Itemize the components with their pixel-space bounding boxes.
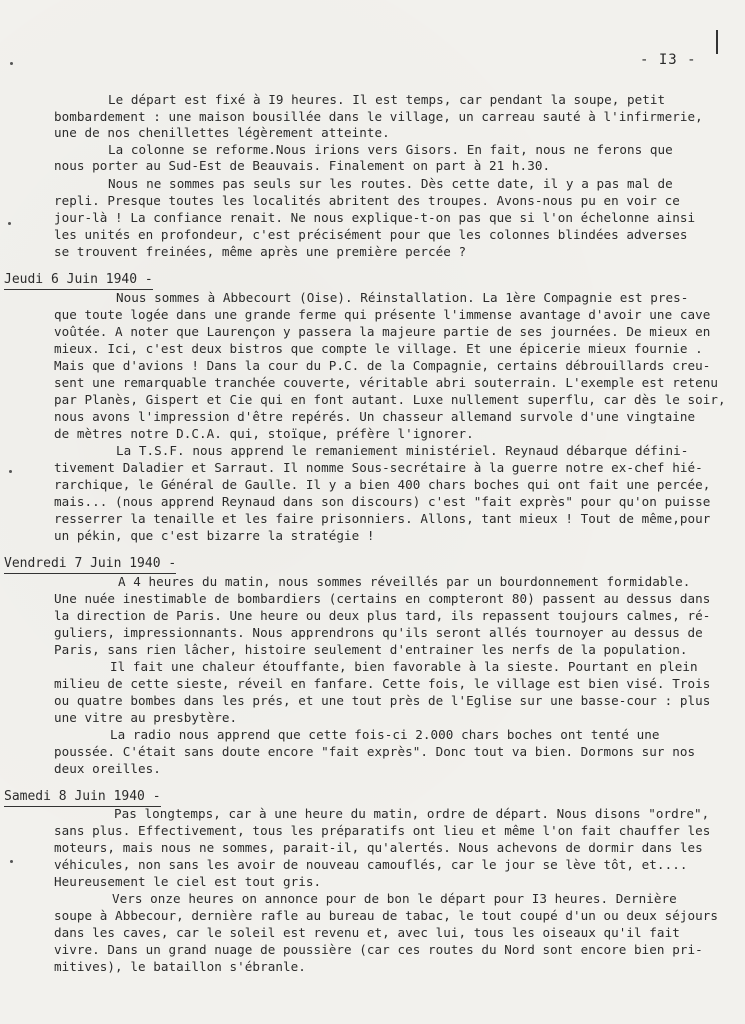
text-line: nous avons l'impression d'être repérés. Un chasseur allemand survole d'une vingtaine <box>54 409 696 424</box>
text-line: repli. Presque toutes les localités abritent des troupes. Avons-nous pu en voir ce <box>54 193 680 208</box>
text-line: Le départ est fixé à I9 heures. Il est temps, car pendant la soupe, petit <box>108 92 666 107</box>
text-line: poussée. C'était sans doute encore "fait exprès". Donc tout va bien. Dormons sur nos <box>54 744 696 759</box>
text-line: milieu de cette sieste, réveil en fanfare. Cette fois, le village est bien visé. Trois <box>54 676 711 691</box>
text-line: nous porter au Sud-Est de Beauvais. Finalement on part à 21 h.30. <box>54 158 551 173</box>
text-line: Nous sommes à Abbecourt (Oise). Réinstallation. La 1ère Compagnie est pres- <box>116 290 689 305</box>
text-line: tivement Daladier et Sarraut. Il nomme Sous-secrétaire à la guerre notre ex-chef hié- <box>54 460 703 475</box>
text-line: Vers onze heures on annonce pour de bon le départ pour I3 heures. Dernière <box>112 891 677 906</box>
text-line: guliers, impressionnants. Nous apprendrons qu'ils seront allés tournoyer au dessus de <box>54 625 703 640</box>
margin-dot <box>9 470 12 473</box>
margin-dot <box>10 62 13 65</box>
text-line: mieux. Ici, c'est deux bistros que compte le village. Et une épicerie mieux fournie . <box>54 341 703 356</box>
text-line: sans plus. Effectivement, tous les préparatifs ont lieu et même l'on fait chauffer les <box>54 823 711 838</box>
text-line: rarchique, le Général de Gaulle. Il y a bien 400 chars boches qui ont fait une percée, <box>54 477 711 492</box>
text-line: A 4 heures du matin, nous sommes réveillés par un bourdonnement formidable. <box>118 574 691 589</box>
text-line: la direction de Paris. Une heure ou deux plus tard, ils repassent toujours calmes, ré- <box>54 608 711 623</box>
text-line: moteurs, mais nous ne sommes, parait-il, qu'alertés. Nous achevons de dormir dans les <box>54 840 703 855</box>
text-line: dans les caves, car le soleil est revenu et, avec lui, tous les oiseaux qu'il fait <box>54 925 680 940</box>
text-line: une de nos chenillettes légèrement atteinte. <box>54 125 390 140</box>
text-line: La colonne se reforme.Nous irions vers Gisors. En fait, nous ne ferons que <box>108 142 673 157</box>
text-line: une vitre au presbytère. <box>54 710 238 725</box>
text-line: Pas longtemps, car à une heure du matin, ordre de départ. Nous disons "ordre", <box>114 806 710 821</box>
text-line: jour-là ! La confiance renait. Ne nous explique-t-on pas que si l'on échelonne ainsi <box>54 210 696 225</box>
text-line: mais... (nous apprend Reynaud dans son discours) c'est "fait exprès" pour qu'on puisse <box>54 494 711 509</box>
text-line: Une nuée inestimable de bombardiers (certains en compteront 80) passent au dessus dans <box>54 591 711 606</box>
text-line: un pékin, que c'est bizarre la stratégie ! <box>54 528 375 543</box>
text-line: véhicules, non sans les avoir de nouveau camouflés, car le jour se lève tôt, et.... <box>54 857 688 872</box>
date-heading: Vendredi 7 Juin 1940 - <box>4 556 176 574</box>
text-line: que toute logée dans une grande ferme qui présente l'immense avantage d'avoir une cave <box>54 307 711 322</box>
page-number: - I3 - <box>640 52 697 68</box>
text-line: les unités en profondeur, c'est précisément pour que les colonnes blindées adverses <box>54 227 688 242</box>
text-line: Mais que d'avions ! Dans la cour du P.C. de la Compagnie, certains débrouillards creu- <box>54 358 711 373</box>
text-line: La radio nous apprend que cette fois-ci 2.000 chars boches ont tenté une <box>110 727 660 742</box>
text-line: de mètres notre D.C.A. qui, stoïque, préfère l'ignorer. <box>54 426 474 441</box>
text-line: par Planès, Gispert et Cie qui en font autant. Luxe nullement superflu, car dès le soir, <box>54 392 726 407</box>
text-line: Il fait une chaleur étouffante, bien favorable à la sieste. Pourtant en plein <box>110 659 698 674</box>
text-line: Heureusement le ciel est tout gris. <box>54 874 322 889</box>
text-line: vivre. Dans un grand nuage de poussière (car ces routes du Nord sont encore bien pri- <box>54 942 703 957</box>
margin-dot <box>10 860 13 863</box>
text-line: Paris, sans rien lâcher, histoire seulement d'entrainer les nerfs de la population. <box>54 642 688 657</box>
text-line: se trouvent freinées, même après une première percée ? <box>54 244 467 259</box>
text-line: mitives), le bataillon s'ébranle. <box>54 959 306 974</box>
text-line: soupe à Abbecour, dernière rafle au bureau de tabac, le tout coupé d'un ou deux séjours <box>54 908 718 923</box>
date-heading: Samedi 8 Juin 1940 - <box>4 789 161 807</box>
text-line: sent une remarquable tranchée couverte, véritable abri souterrain. L'exemple est retenu <box>54 375 718 390</box>
text-line: resserrer la tenaille et les faire prisonniers. Allons, tant mieux ! Tout de même,pour <box>54 511 711 526</box>
margin-dot <box>8 222 11 225</box>
page-edge-mark <box>716 30 718 54</box>
date-heading: Jeudi 6 Juin 1940 - <box>4 272 153 290</box>
text-line: Nous ne sommes pas seuls sur les routes. Dès cette date, il y a pas mal de <box>108 176 673 191</box>
text-line: ou quatre bombes dans les prés, et une tout près de l'Eglise sur une basse-cour : plus <box>54 693 711 708</box>
text-line: bombardement : une maison bousillée dans le village, un carreau sauté à l'infirmerie, <box>54 109 703 124</box>
text-line: voûtée. A noter que Laurençon y passera la majeure partie de ses journées. De mieux en <box>54 324 711 339</box>
text-line: La T.S.F. nous apprend le remaniement ministériel. Reynaud débarque défini- <box>116 443 689 458</box>
text-line: deux oreilles. <box>54 761 161 776</box>
